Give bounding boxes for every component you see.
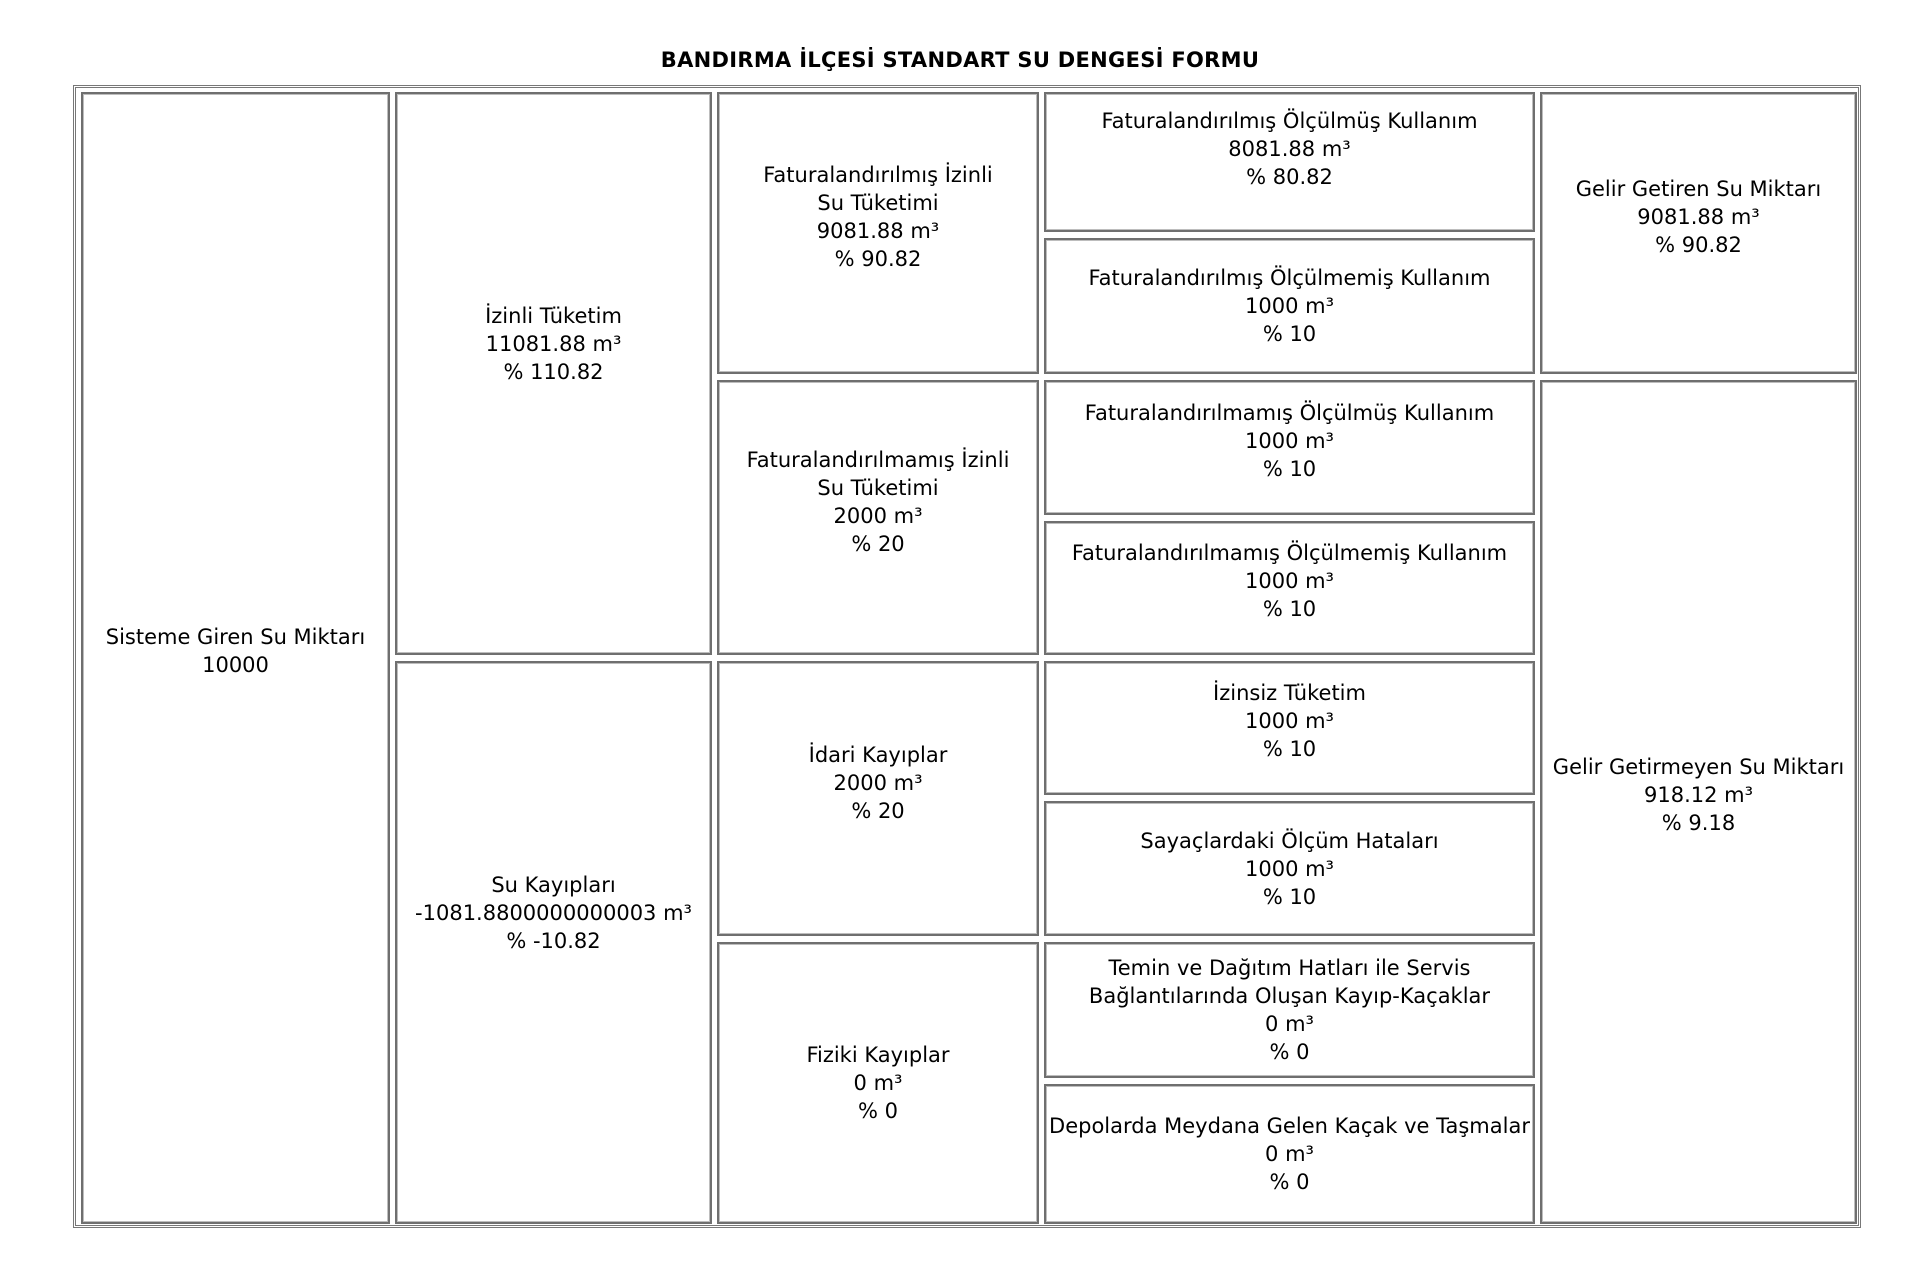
unbilled-metered-volume: 1000 m³ xyxy=(1244,428,1334,453)
unauthorized-consumption-percent: % 10 xyxy=(1262,737,1317,761)
unbilled-authorized-cell xyxy=(717,380,1039,655)
billed-authorized-volume: 9081.88 m³ xyxy=(816,219,940,243)
unbilled-unmetered-label: Faturalandırılmamış Ölçülmemiş Kullanım xyxy=(1071,541,1508,565)
storage-leaks-cell xyxy=(1044,1084,1535,1224)
meter-errors-cell xyxy=(1044,801,1535,936)
real-losses-volume: 0 m³ xyxy=(853,1071,903,1095)
billed-unmetered-percent: % 10 xyxy=(1262,322,1317,346)
unbilled-authorized-percent: % 20 xyxy=(851,531,905,556)
distribution-leaks-label-1: Temin ve Dağıtım Hatları ile Servis xyxy=(1108,956,1471,980)
distribution-leaks-label-2: Bağlantılarında Oluşan Kayıp-Kaçaklar xyxy=(1088,984,1491,1008)
water-losses-label: Su Kayıpları xyxy=(491,872,616,897)
authorized-consumption-cell xyxy=(395,92,712,655)
non-revenue-water-volume: 918.12 m³ xyxy=(1643,783,1754,807)
billed-metered-cell xyxy=(1044,92,1535,232)
water-losses-percent: % -10.82 xyxy=(506,928,601,953)
meter-errors-volume: 1000 m³ xyxy=(1244,856,1334,881)
meter-errors-label: Sayaçlardaki Ölçüm Hataları xyxy=(1140,828,1439,853)
billed-authorized-percent: % 90.82 xyxy=(834,247,922,271)
water-losses-cell xyxy=(395,661,712,1224)
unauthorized-consumption-volume: 1000 m³ xyxy=(1244,709,1334,733)
system-input-cell xyxy=(81,92,390,1224)
water-losses-volume: -1081.8800000000003 m³ xyxy=(415,900,692,925)
system-input-label: Sisteme Giren Su Miktarı xyxy=(105,625,366,649)
unbilled-authorized-volume: 2000 m³ xyxy=(833,503,923,528)
distribution-leaks-percent: % 0 xyxy=(1269,1040,1310,1064)
authorized-consumption-percent: % 110.82 xyxy=(503,359,604,384)
billed-unmetered-label: Faturalandırılmış Ölçülmemiş Kullanım xyxy=(1088,266,1491,290)
system-input-value: 10000 xyxy=(202,653,269,677)
real-losses-label: Fiziki Kayıplar xyxy=(806,1043,950,1067)
page-title: BANDIRMA İLÇESİ STANDART SU DENGESİ FORMU xyxy=(660,48,1260,72)
real-losses-percent: % 0 xyxy=(858,1099,898,1123)
billed-unmetered-volume: 1000 m³ xyxy=(1245,294,1334,318)
non-revenue-water-label: Gelir Getirmeyen Su Miktarı xyxy=(1552,755,1845,779)
distribution-leaks-cell xyxy=(1044,942,1535,1078)
billed-metered-volume: 8081.88 m³ xyxy=(1228,137,1351,161)
apparent-losses-percent: % 20 xyxy=(851,798,905,823)
apparent-losses-volume: 2000 m³ xyxy=(833,770,923,795)
authorized-consumption-label: İzinli Tüketim xyxy=(485,303,622,328)
unbilled-authorized-label-2: Su Tüketimi xyxy=(817,475,939,500)
revenue-water-volume: 9081.88 m³ xyxy=(1637,205,1760,229)
billed-authorized-label-2: Su Tüketimi xyxy=(817,191,939,215)
revenue-water-percent: % 90.82 xyxy=(1655,233,1742,257)
billed-metered-percent: % 80.82 xyxy=(1246,165,1333,189)
meter-errors-percent: % 10 xyxy=(1262,884,1317,909)
non-revenue-water-cell xyxy=(1540,380,1857,1224)
unbilled-metered-cell xyxy=(1044,380,1535,515)
non-revenue-water-percent: % 9.18 xyxy=(1661,811,1736,835)
unbilled-metered-percent: % 10 xyxy=(1262,456,1317,481)
authorized-consumption-volume: 11081.88 m³ xyxy=(485,331,622,356)
revenue-water-label: Gelir Getiren Su Miktarı xyxy=(1575,177,1822,201)
unbilled-authorized-label-1: Faturalandırılmamış İzinli xyxy=(746,447,1010,472)
billed-authorized-cell xyxy=(717,92,1039,374)
apparent-losses-cell xyxy=(717,661,1039,936)
storage-leaks-percent: % 0 xyxy=(1269,1170,1310,1194)
billed-unmetered-cell xyxy=(1044,238,1535,374)
apparent-losses-label: İdari Kayıplar xyxy=(808,742,948,767)
real-losses-cell xyxy=(717,942,1039,1224)
billed-metered-label: Faturalandırılmış Ölçülmüş Kullanım xyxy=(1101,109,1478,133)
unauthorized-consumption-label: İzinsiz Tüketim xyxy=(1213,681,1366,705)
storage-leaks-label: Depolarda Meydana Gelen Kaçak ve Taşmalar xyxy=(1049,1114,1530,1138)
unbilled-unmetered-cell xyxy=(1044,521,1535,655)
storage-leaks-volume: 0 m³ xyxy=(1265,1142,1314,1166)
unbilled-metered-label: Faturalandırılmamış Ölçülmüş Kullanım xyxy=(1084,400,1495,425)
unbilled-unmetered-percent: % 10 xyxy=(1262,597,1317,621)
unbilled-unmetered-volume: 1000 m³ xyxy=(1244,569,1334,593)
billed-authorized-label-1: Faturalandırılmış İzinli xyxy=(763,163,993,187)
revenue-water-cell xyxy=(1540,92,1857,374)
unauthorized-consumption-cell xyxy=(1044,661,1535,795)
distribution-leaks-volume: 0 m³ xyxy=(1265,1012,1314,1036)
